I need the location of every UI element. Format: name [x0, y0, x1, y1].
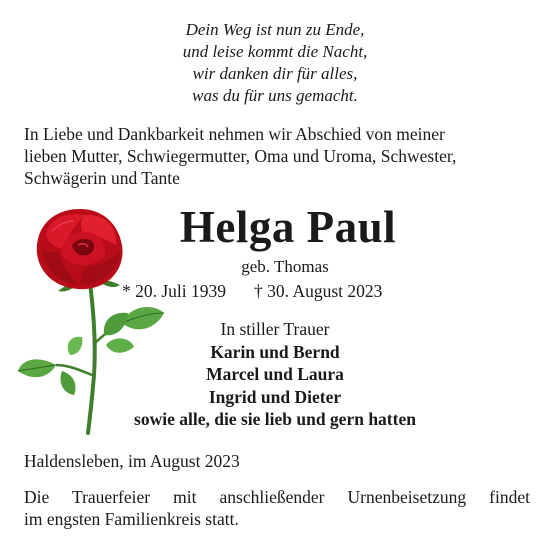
death-date: † 30. August 2023	[254, 281, 383, 301]
poem	[0, 19, 550, 107]
rose-stem	[88, 283, 95, 433]
mourner-name: sowie alle, die sie lieb und gern hatten	[134, 409, 416, 429]
poem-line: Dein Weg ist nun zu Ende,	[185, 20, 365, 39]
mourners-heading: In stiller Trauer	[220, 319, 330, 339]
mourners	[108, 318, 442, 431]
mourner-name: Ingrid und Dieter	[208, 386, 342, 407]
intro-line: Schwägerin und Tante	[24, 168, 180, 188]
maiden-name-text: geb. Thomas	[241, 257, 329, 276]
mourner-name: Karin und Bernd	[210, 341, 340, 362]
life-dates	[122, 280, 382, 302]
leaf	[61, 371, 76, 395]
place-date: Haldensleben, im August 2023	[24, 451, 240, 471]
intro-text	[24, 123, 534, 189]
mourner-name: Marcel und Laura	[206, 364, 344, 384]
poem-line: und leise kommt die Nacht,	[182, 42, 368, 61]
funeral-line: im engsten Familienkreis statt.	[24, 509, 239, 529]
leaf	[68, 337, 83, 355]
funeral-line: Die Trauerfeier mit anschließender Urnenbeisetzung findet	[24, 487, 530, 507]
poem-line: wir danken dir für alles,	[192, 64, 358, 83]
funeral-notice	[24, 486, 530, 530]
deceased-name	[0, 201, 550, 253]
poem-line: was du für uns gemacht.	[192, 86, 358, 105]
maiden-name	[0, 256, 550, 278]
deceased-name-text: Helga Paul	[179, 202, 397, 252]
intro-line: lieben Mutter, Schwiegermutter, Oma und Uroma, Schwester,	[24, 146, 457, 166]
birth-date: * 20. Juli 1939	[122, 281, 227, 301]
intro-line: In Liebe und Dankbarkeit nehmen wir Abschied von meiner	[24, 124, 445, 144]
